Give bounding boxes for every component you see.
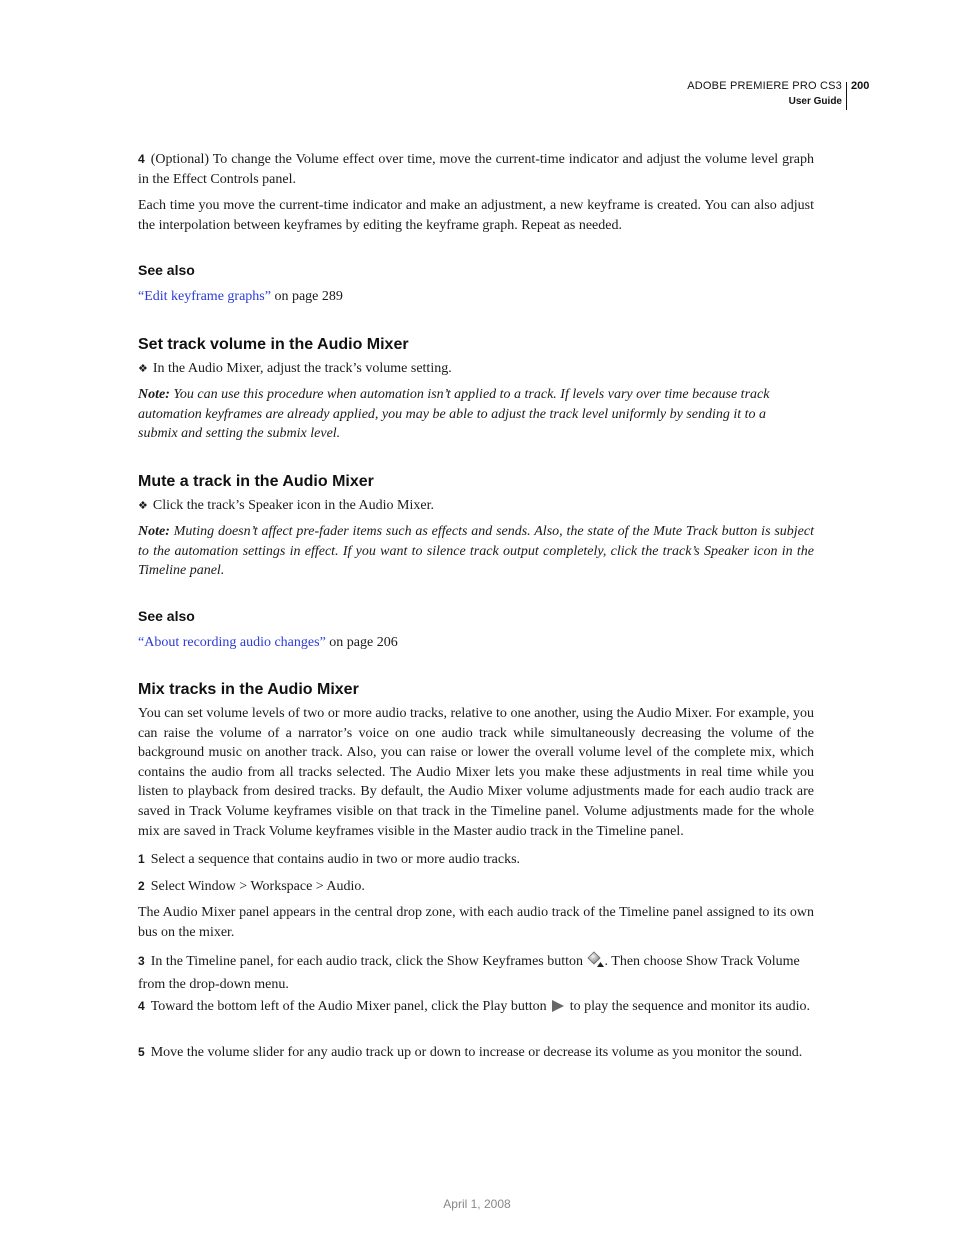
step-number: 1 — [138, 852, 145, 866]
footer-date: April 1, 2008 — [443, 1197, 511, 1211]
see-also-reference — [138, 633, 814, 653]
step-text-b: . Then choose Show Track Volume from the drop-down menu. — [138, 954, 800, 992]
step-text: (Optional) To change the Volume effect over time, move the current-time indicator and adjust the volume level graph in the Effect Controls panel. — [138, 152, 814, 187]
step-number: 4 — [138, 152, 145, 166]
page-reference: on page 289 — [270, 289, 343, 304]
bullet-icon: ❖ — [138, 500, 148, 512]
see-also-reference — [138, 287, 814, 307]
quote-open: “ — [138, 635, 145, 650]
mute-bullet — [138, 496, 814, 517]
see-also-heading: See also — [138, 262, 195, 278]
section-heading-mix: Mix tracks in the Audio Mixer — [138, 681, 359, 698]
section-heading-mute: Mute a track in the Audio Mixer — [138, 473, 374, 490]
audio-mixer-panel-paragraph: The Audio Mixer panel appears in the central drop zone, with each audio track of the Timeline panel assigned to its own bus on the mixer. — [138, 905, 814, 940]
step-text-b: to play the sequence and monitor its audio. — [566, 999, 810, 1014]
mix-step-2 — [138, 877, 814, 897]
edit-keyframe-graphs-link[interactable]: Edit keyframe graphs — [144, 289, 265, 304]
note-text: You can use this procedure when automation isn’t applied to a track. If levels vary over time because track automation keyframes are already applied, you may be able to adjust the track level uniformly by sending it to a submix and setting the submix level. — [138, 387, 770, 442]
play-icon — [550, 999, 566, 1020]
step-text: Move the volume slider for any audio track up or down to increase or decrease its volume as you monitor the sound. — [150, 1045, 803, 1060]
step-number: 2 — [138, 879, 145, 893]
note-label: Note: — [138, 524, 170, 539]
keyframe-paragraph: Each time you move the current-time indicator and make an adjustment, a new keyframe is created. You can also adjust the interpolation between keyframes by editing the keyframe graph. Repeat as needed. — [138, 198, 814, 233]
mix-intro-paragraph: You can set volume levels of two or more audio tracks, relative to one another, using the Audio Mixer. For example, you can raise the volume of a narrator’s voice on one audio track while simultaneously decreasing the volume of the background music on another track. Also, you can raise or lower the overall volume level of the complete mix, which contains the audio from all tracks selected. The Audio Mixer lets you make these adjustments in real time while you listen to playback from desired tracks. By default, the Audio Mixer volume adjustments made for each audio track are saved in Track Volume keyframes visible on that track in the Timeline panel. Volume adjustments made for the whole mix are saved in Track Volume keyframes visible in the Master audio track in the Timeline panel. — [138, 706, 814, 839]
page-reference: on page 206 — [325, 635, 398, 650]
note-text: Muting doesn’t affect pre-fader items such as effects and sends. Also, the state of the Mute Track button is subject to the automation settings in effect. If you want to silence track output completely, click the track’s Speaker icon in the Timeline panel. — [138, 524, 814, 579]
step-text: Select a sequence that contains audio in two or more audio tracks. — [150, 852, 521, 867]
quote-close: ” — [319, 635, 326, 650]
bullet-icon: ❖ — [138, 363, 148, 375]
step-number: 3 — [138, 954, 145, 968]
step-4-optional — [138, 150, 814, 189]
see-also-heading: See also — [138, 608, 195, 624]
track-volume-note — [138, 385, 798, 444]
track-volume-bullet — [138, 359, 814, 380]
step-text-a: In the Timeline panel, for each audio track, click the Show Keyframes button — [150, 954, 587, 969]
header-product-name: ADOBE PREMIERE PRO CS3 — [687, 80, 842, 92]
step-number: 4 — [138, 999, 145, 1013]
step-number: 5 — [138, 1045, 145, 1059]
bullet-text: In the Audio Mixer, adjust the track’s volume setting. — [152, 361, 452, 376]
quote-open: “ — [138, 289, 145, 304]
show-keyframes-icon — [587, 951, 605, 975]
mix-step-5 — [138, 1043, 814, 1063]
step-text-a: Toward the bottom left of the Audio Mixer panel, click the Play button — [150, 999, 551, 1014]
note-label: Note: — [138, 387, 170, 402]
step-text: Select Window > Workspace > Audio. — [150, 879, 365, 894]
bullet-text: Click the track’s Speaker icon in the Audio Mixer. — [152, 498, 434, 513]
mix-step-3 — [138, 951, 814, 994]
section-heading-track-volume: Set track volume in the Audio Mixer — [138, 336, 409, 353]
header-page-number: 200 — [851, 80, 870, 92]
about-recording-audio-changes-link[interactable]: About recording audio changes — [144, 635, 320, 650]
mix-step-1 — [138, 850, 814, 870]
header-guide-label: User Guide — [788, 96, 842, 107]
quote-close: ” — [264, 289, 271, 304]
mix-step-4 — [138, 997, 814, 1020]
mute-note — [138, 522, 814, 581]
header-divider — [846, 82, 847, 110]
